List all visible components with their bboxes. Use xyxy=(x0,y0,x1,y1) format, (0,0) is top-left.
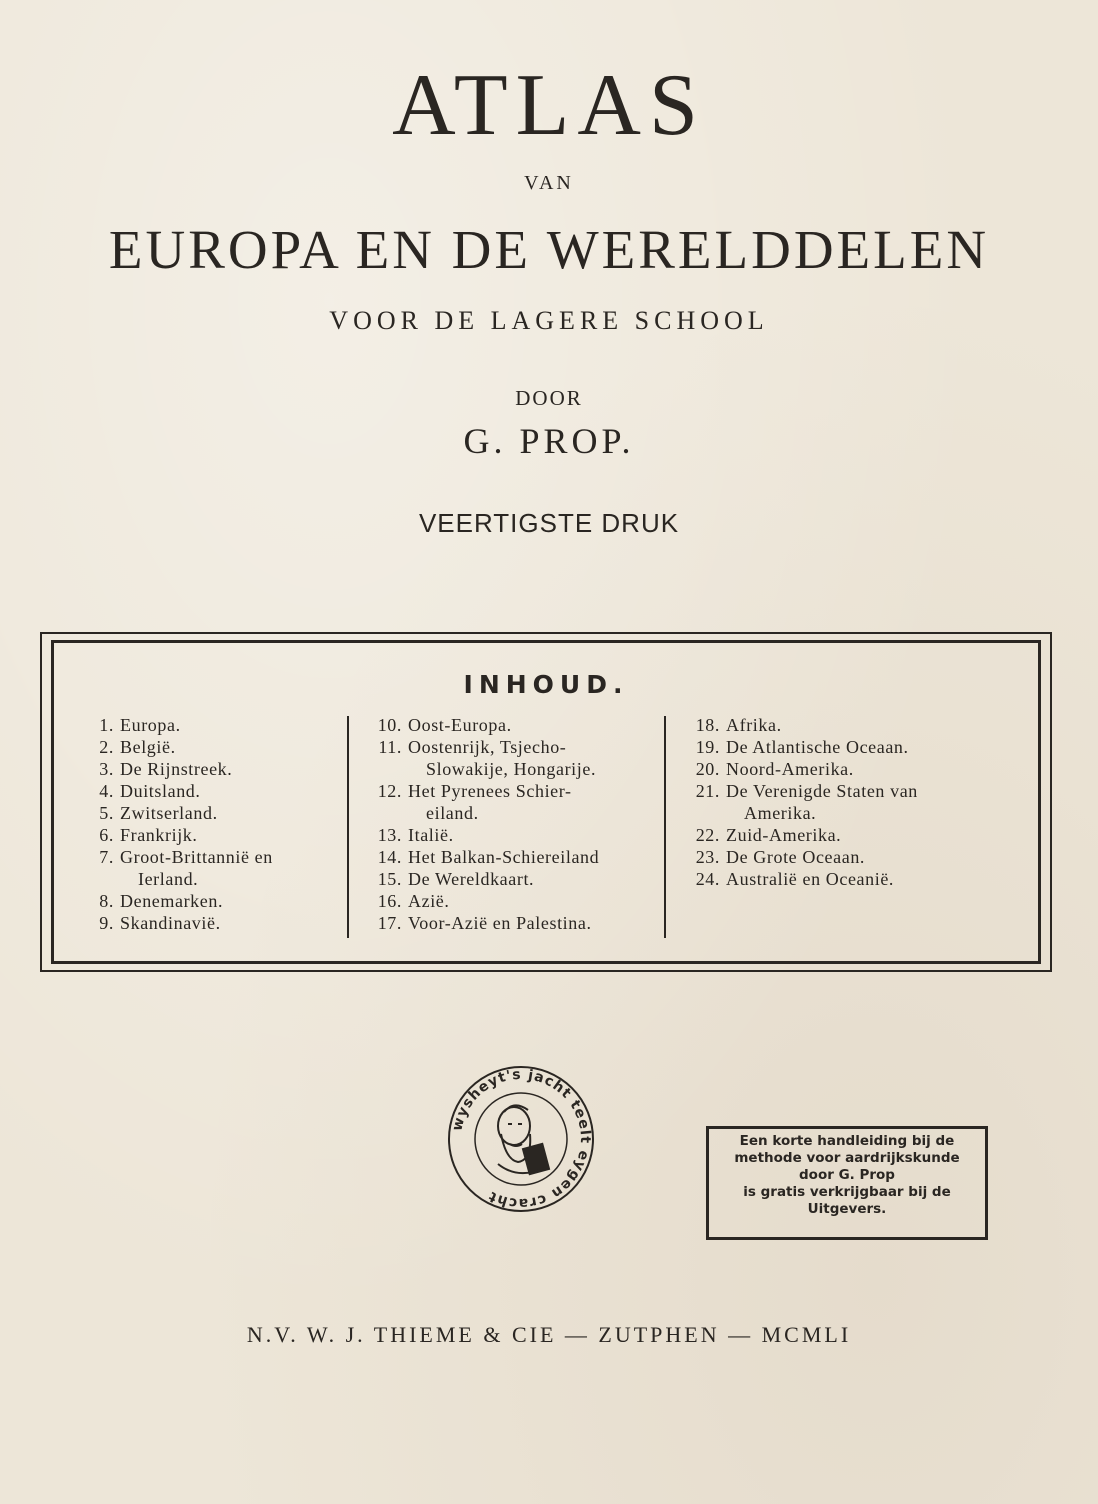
entry-number: 6. xyxy=(99,825,114,845)
entry-title: De Atlantische Oceaan. xyxy=(726,737,909,757)
entry-title: Duitsland. xyxy=(120,781,201,801)
entry-number: 13. xyxy=(377,825,402,845)
entry-number xyxy=(84,868,120,890)
contents-entry xyxy=(84,714,273,736)
contents-entry xyxy=(676,714,918,736)
contents-entry xyxy=(84,824,273,846)
publisher-imprint: N.V. W. J. THIEME & CIE — ZUTPHEN — MCMLI xyxy=(246,1322,852,1347)
edition-label: VEERTIGSTE DRUK xyxy=(418,508,680,538)
notice-line: Een korte handleiding bij de xyxy=(739,1133,955,1149)
contents-entry xyxy=(676,802,918,824)
entry-title: Amerika. xyxy=(744,803,817,823)
entry-title: Groot-Brittannië en xyxy=(120,847,273,867)
contents-entry xyxy=(84,802,273,824)
notice-box xyxy=(706,1126,988,1240)
entry-number: 20. xyxy=(695,759,720,779)
contents-entry xyxy=(84,890,273,912)
by-label: DOOR xyxy=(515,386,583,410)
entry-number: 4. xyxy=(99,781,114,801)
entry-title: Zwitserland. xyxy=(120,803,218,823)
contents-entry xyxy=(358,780,599,802)
entry-number xyxy=(358,758,408,780)
publisher-emblem xyxy=(446,1064,596,1214)
entry-number xyxy=(358,802,408,824)
contents-column-2 xyxy=(358,714,599,934)
entry-title: Denemarken. xyxy=(120,891,224,911)
entry-number: 3. xyxy=(99,759,114,779)
contents-entry xyxy=(676,868,918,890)
entry-title: De Verenigde Staten van xyxy=(726,781,918,801)
entry-number: 14. xyxy=(377,847,402,867)
entry-title: Het Balkan-Schiereiland xyxy=(408,847,600,867)
contents-entry xyxy=(358,758,599,780)
contents-heading: INHOUD. xyxy=(463,670,629,699)
title-connector: VAN xyxy=(524,172,574,194)
entry-title: Zuid-Amerika. xyxy=(726,825,842,845)
entry-title: Voor-Azië en Palestina. xyxy=(408,913,592,933)
contents-entry xyxy=(358,714,599,736)
entry-title: Het Pyrenees Schier- xyxy=(408,781,572,801)
entry-title: Azië. xyxy=(408,891,450,911)
notice-line: methode voor aardrijkskunde xyxy=(734,1150,960,1166)
entry-title: België. xyxy=(120,737,176,757)
book-audience: VOOR DE LAGERE SCHOOL xyxy=(329,306,769,335)
contents-entry xyxy=(358,824,599,846)
entry-number: 24. xyxy=(695,869,720,889)
entry-number: 18. xyxy=(695,715,720,735)
entry-number: 8. xyxy=(99,891,114,911)
contents-entry xyxy=(84,912,273,934)
entry-title: Skandinavië. xyxy=(120,913,221,933)
contents-entry xyxy=(84,846,273,868)
entry-title: Ierland. xyxy=(138,869,199,889)
book-title: ATLAS xyxy=(392,57,706,154)
entry-number: 21. xyxy=(695,781,720,801)
entry-number: 2. xyxy=(99,737,114,757)
contents-entry xyxy=(84,868,273,890)
entry-title: Oost-Europa. xyxy=(408,715,512,735)
entry-number: 12. xyxy=(377,781,402,801)
notice-line: door G. Prop xyxy=(799,1167,895,1183)
contents-entry xyxy=(676,846,918,868)
entry-number: 16. xyxy=(377,891,402,911)
contents-entry xyxy=(676,780,918,802)
contents-column-1 xyxy=(84,714,273,934)
book-subject: EUROPA EN DE WERELDDELEN xyxy=(108,219,990,280)
entry-number xyxy=(676,802,726,824)
contents-entry xyxy=(84,758,273,780)
entry-title: De Rijnstreek. xyxy=(120,759,233,779)
entry-number: 11. xyxy=(378,737,402,757)
entry-title: eiland. xyxy=(426,803,479,823)
entry-number: 1. xyxy=(99,715,114,735)
contents-entry xyxy=(358,868,599,890)
entry-title: Noord-Amerika. xyxy=(726,759,854,779)
entry-title: Frankrijk. xyxy=(120,825,198,845)
entry-number: 22. xyxy=(695,825,720,845)
entry-number: 15. xyxy=(377,869,402,889)
scholar-reading-icon xyxy=(498,1105,549,1174)
contents-entry xyxy=(358,736,599,758)
entry-number: 23. xyxy=(695,847,720,867)
contents-entry xyxy=(358,802,599,824)
entry-number: 9. xyxy=(99,913,114,933)
entry-title: Europa. xyxy=(120,715,181,735)
entry-title: Slowakije, Hongarije. xyxy=(426,759,597,779)
entry-number: 10. xyxy=(377,715,402,735)
contents-entry xyxy=(676,736,918,758)
contents-column-3 xyxy=(676,714,918,890)
entry-number: 17. xyxy=(377,913,402,933)
emblem-motto: wysheyt's jacht teelt eygen cracht xyxy=(449,1066,594,1212)
author-name: G. PROP. xyxy=(463,421,635,461)
entry-number: 5. xyxy=(99,803,114,823)
contents-entry xyxy=(358,846,599,868)
entry-title: Afrika. xyxy=(726,715,782,735)
contents-entry xyxy=(358,890,599,912)
column-divider xyxy=(664,716,666,938)
notice-line: is gratis verkrijgbaar bij de xyxy=(743,1184,951,1200)
notice-line: Uitgevers. xyxy=(807,1201,887,1217)
column-divider xyxy=(347,716,349,938)
entry-number: 7. xyxy=(99,847,114,867)
entry-title: De Grote Oceaan. xyxy=(726,847,866,867)
entry-title: Italië. xyxy=(408,825,454,845)
contents-entry xyxy=(84,780,273,802)
entry-title: Australië en Oceanië. xyxy=(726,869,895,889)
contents-entry xyxy=(84,736,273,758)
contents-entry xyxy=(358,912,599,934)
contents-entry xyxy=(676,758,918,780)
entry-number: 19. xyxy=(695,737,720,757)
entry-title: Oostenrijk, Tsjecho- xyxy=(408,737,567,757)
contents-entry xyxy=(676,824,918,846)
entry-title: De Wereldkaart. xyxy=(408,869,535,889)
